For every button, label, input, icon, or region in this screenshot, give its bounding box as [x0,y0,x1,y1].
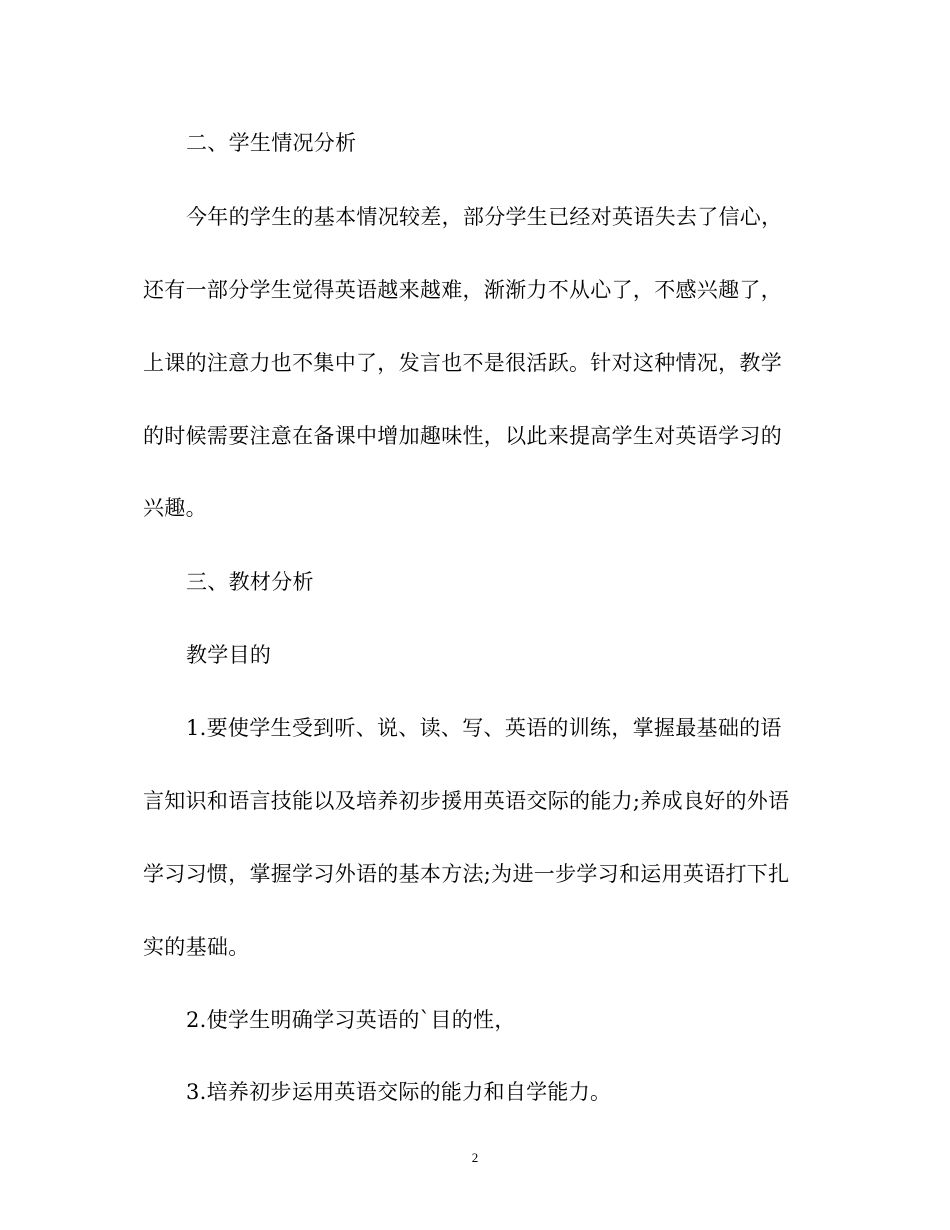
paragraph-line: 的时候需要注意在备课中增加趣味性，以此来提高学生对英语学习的 [143,424,782,448]
section-heading-textbook-analysis: 三、教材分析 [186,570,314,594]
section-heading-student-analysis: 二、学生情况分析 [186,131,357,155]
list-item-line: 3.培养初步运用英语交际的能力和自学能力。 [186,1080,612,1104]
paragraph-line: 还有一部分学生觉得英语越来越难，渐渐力不从心了，不感兴趣了， [143,278,782,302]
paragraph-line: 今年的学生的基本情况较差，部分学生已经对英语失去了信心， [186,205,783,229]
paragraph-line: 兴趣。 [143,496,207,520]
list-item-line: 学习习惯，掌握学习外语的基本方法;为进一步学习和运用英语打下扎 [143,862,790,886]
list-item-line: 实的基础。 [143,935,250,959]
paragraph-line: 上课的注意力也不集中了，发言也不是很活跃。针对这种情况，教学 [143,351,782,375]
page-number: 2 [471,1150,479,1165]
list-item-line: 言知识和语言技能以及培养初步援用英语交际的能力;养成良好的外语 [143,789,790,813]
subheading-teaching-goals: 教学目的 [186,643,272,667]
list-item-line: 2.使学生明确学习英语的`目的性， [186,1008,516,1032]
list-item-line: 1.要使学生受到听、说、读、写、英语的训练，掌握最基础的语 [186,716,782,740]
